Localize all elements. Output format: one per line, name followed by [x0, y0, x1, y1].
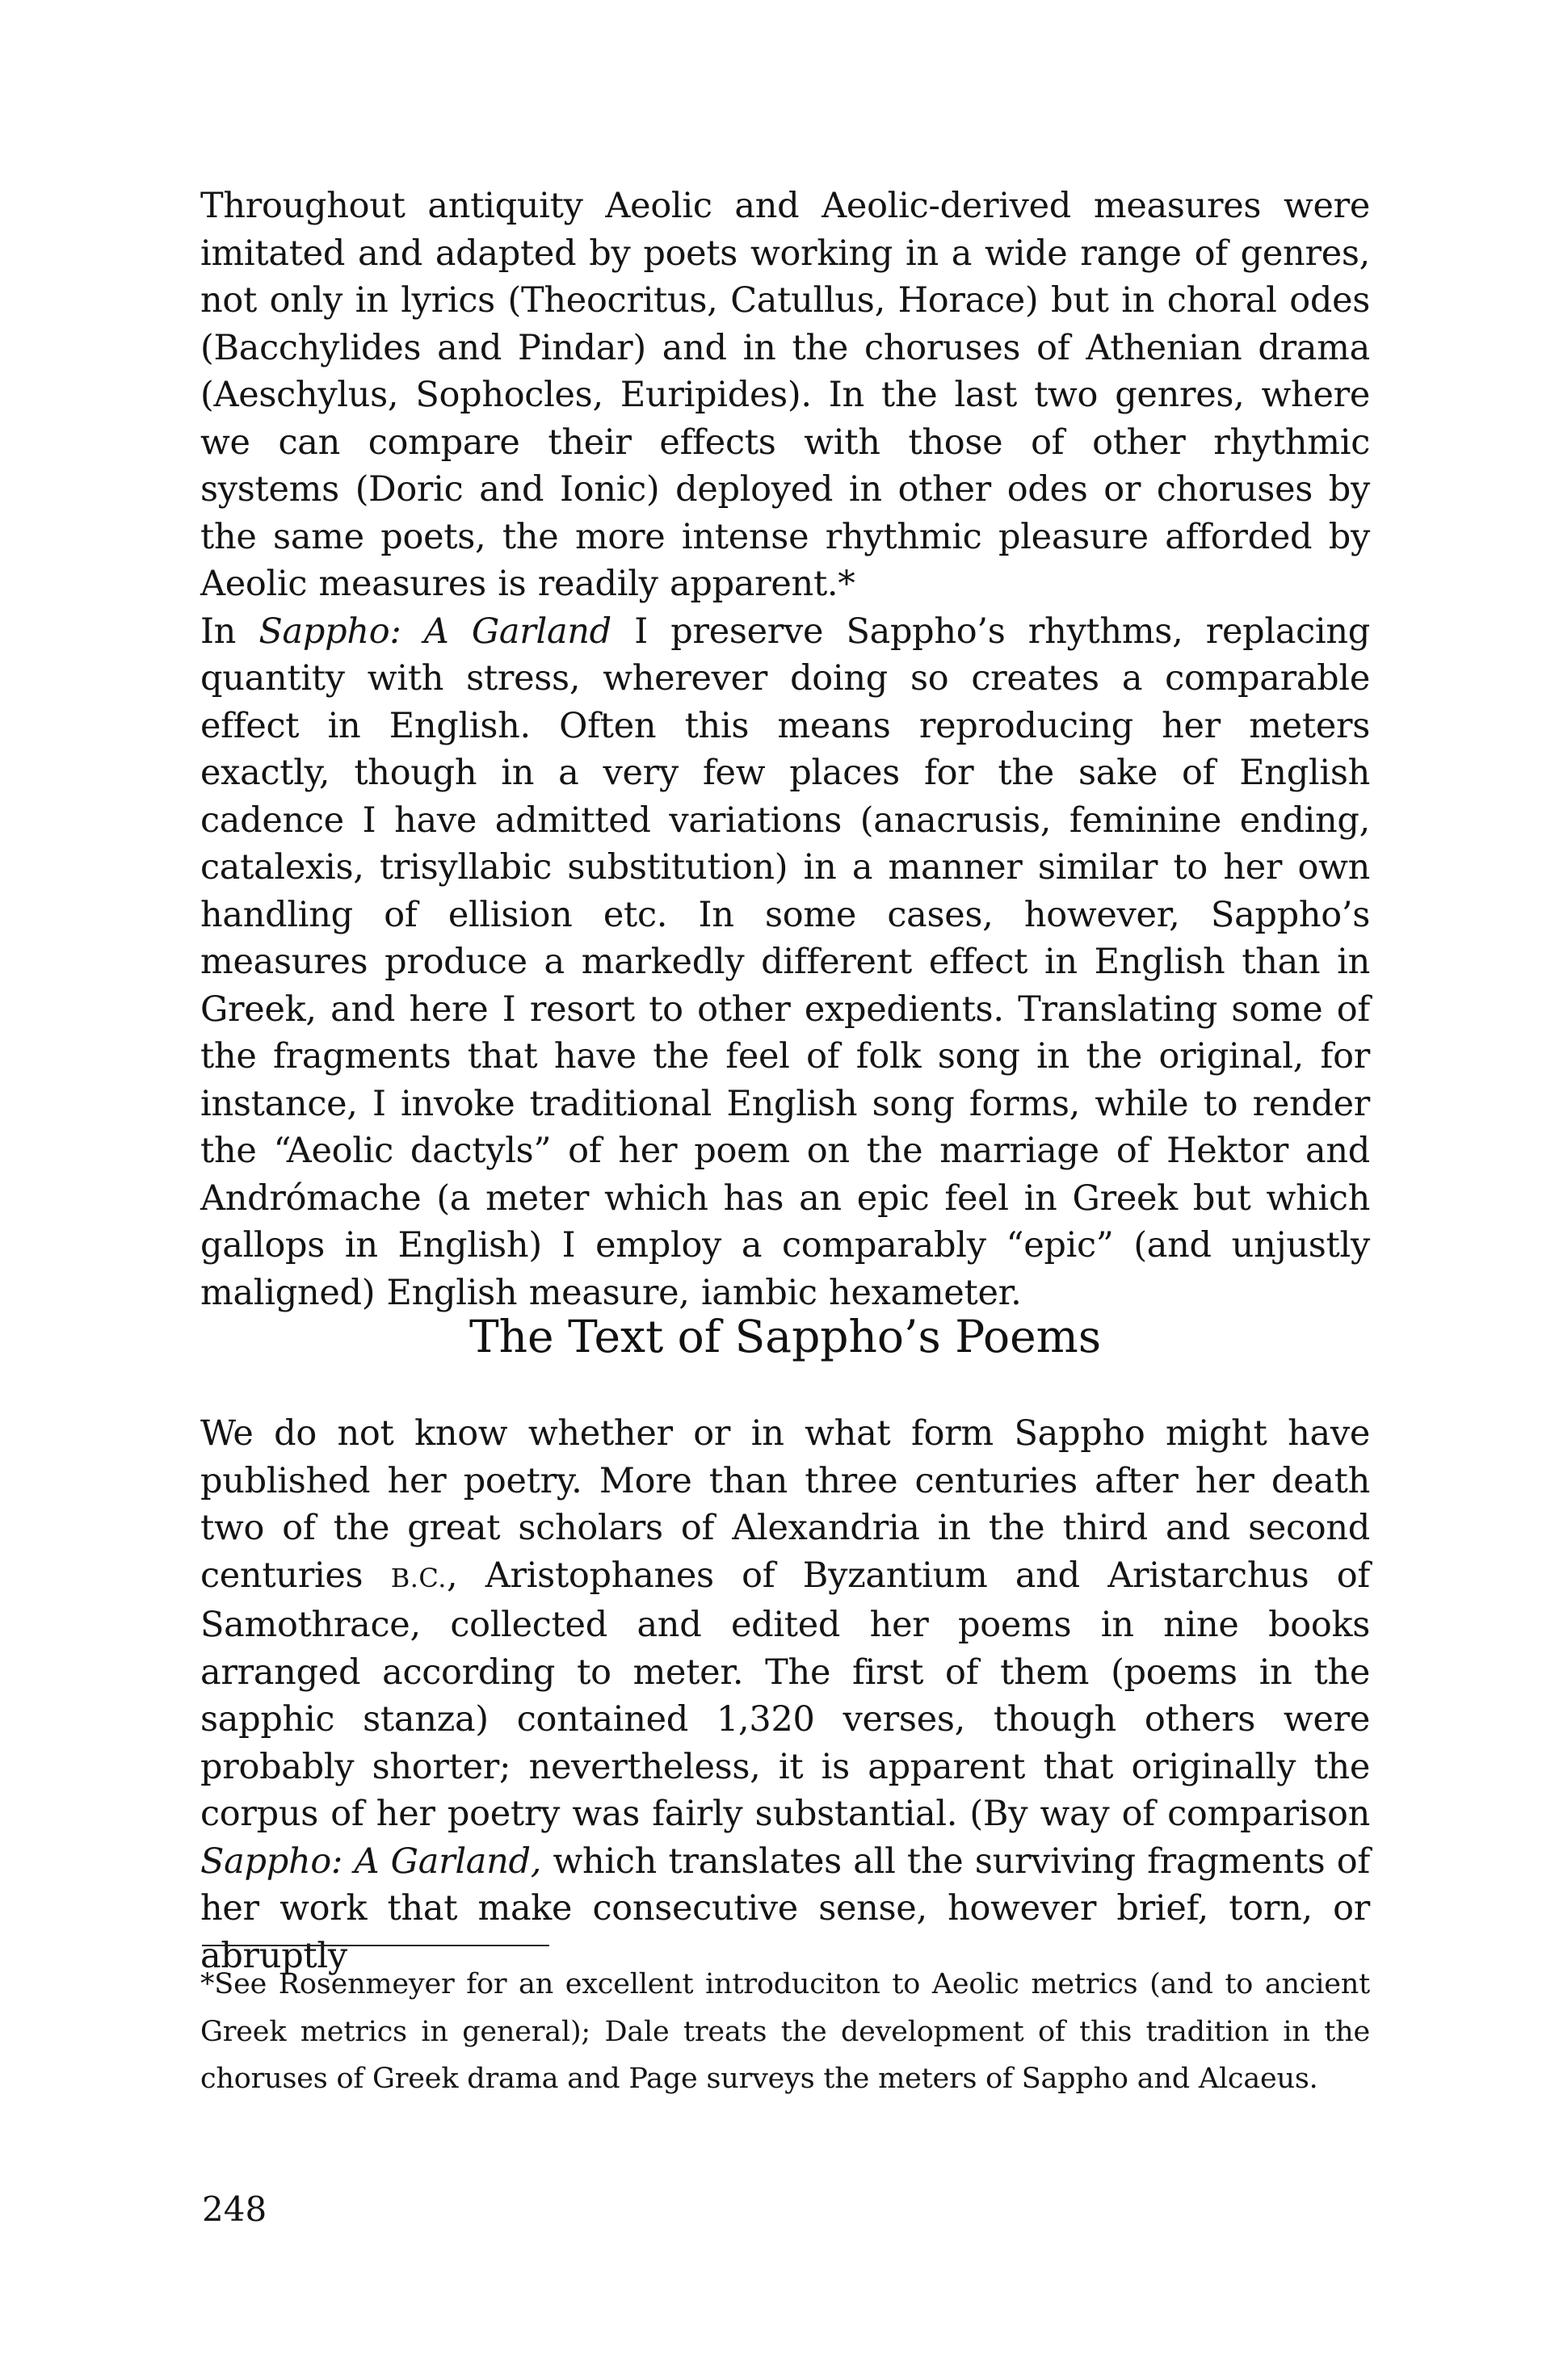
body-text-upper — [200, 183, 1370, 1316]
body-text-lower — [200, 1410, 1370, 1979]
page-number: 248 — [202, 2189, 267, 2229]
paragraph-part-3: which translates all the surviving fragments of her work that make consecutive sense, however brief, torn, or abruptly — [200, 1841, 1370, 1976]
paragraph-part-2: , Aristophanes of Byzantium and Aristarchus of Samothrace, collected and edited her poems in nine books arranged according to meter. The first of them (poems in the sapphic stanza) contained 1,320 verses, though others were probably shorter; nevertheless, it is apparent that originally the corpus of her poetry was fairly substantial. (By way of comparison — [200, 1555, 1370, 1834]
section-heading: The Text of Sappho’s Poems — [469, 1311, 1102, 1362]
footnote-divider — [202, 1945, 549, 1946]
footnote: *See Rosenmeyer for an excellent introduciton to Aeolic metrics (and to ancient Greek metrics in general); Dale treats the development of this tradition in the choruses of Greek drama and Page surveys the meters of Sappho and Alcaeus. — [200, 1968, 1370, 2095]
paragraph-lead: In — [200, 611, 259, 652]
paragraph-translation-method — [200, 608, 1370, 1317]
paragraph-aeolic-measures: Throughout antiquity Aeolic and Aeolic-derived measures were imitated and adapted by poets working in a wide range of genres, not only in lyrics (Theocritus, Catullus, Horace) but in choral odes (Bacchylides and Pindar) and in the choruses of Athenian drama (Aeschylus, Sophocles, Euripides). In the last two genres, where we can compare their effects with those of other rhythmic systems (Doric and Ionic) deployed in other odes or choruses by the same poets, the more intense rhythmic pleasure afforded by Aeolic measures is readily apparent.* — [200, 186, 1370, 604]
book-title-italic: Sappho: A Garland, — [200, 1841, 542, 1882]
era-abbreviation: B.C. — [390, 1562, 447, 1593]
paragraph-body: I preserve Sappho’s rhythms, replacing quantity with stress, wherever doing so creates a comparable effect in English. Often this means reproducing her meters exactly, though in a very few places for the sake of English cadence I have admitted variations (anacrusis, feminine ending, catalexis, trisyllabic substitution) in a manner similar to her own handling of ellision etc. In some cases, however, Sappho’s measures produce a markedly different effect in English than in Greek, and here I resort to other expedients. Translating some of the fragments that have the feel of folk song in the original, for instance, I invoke traditional English song forms, while to render the “Aeolic dactyls” of her poem on the marriage of Hektor and Andrómache (a meter which has an epic feel in Greek but which gallops in English) I employ a comparably “epic” (and unjustly maligned) English measure, iambic hexameter. — [200, 611, 1371, 1313]
book-title-italic: Sappho: A Garland — [258, 611, 611, 652]
paragraph-part-1: We do not know whether or in what form Sappho might have published her poetry. More than three centuries after her death two of the great scholars of Alexandria in the third and second centuries — [200, 1413, 1370, 1596]
paragraph-text-history — [200, 1410, 1370, 1979]
